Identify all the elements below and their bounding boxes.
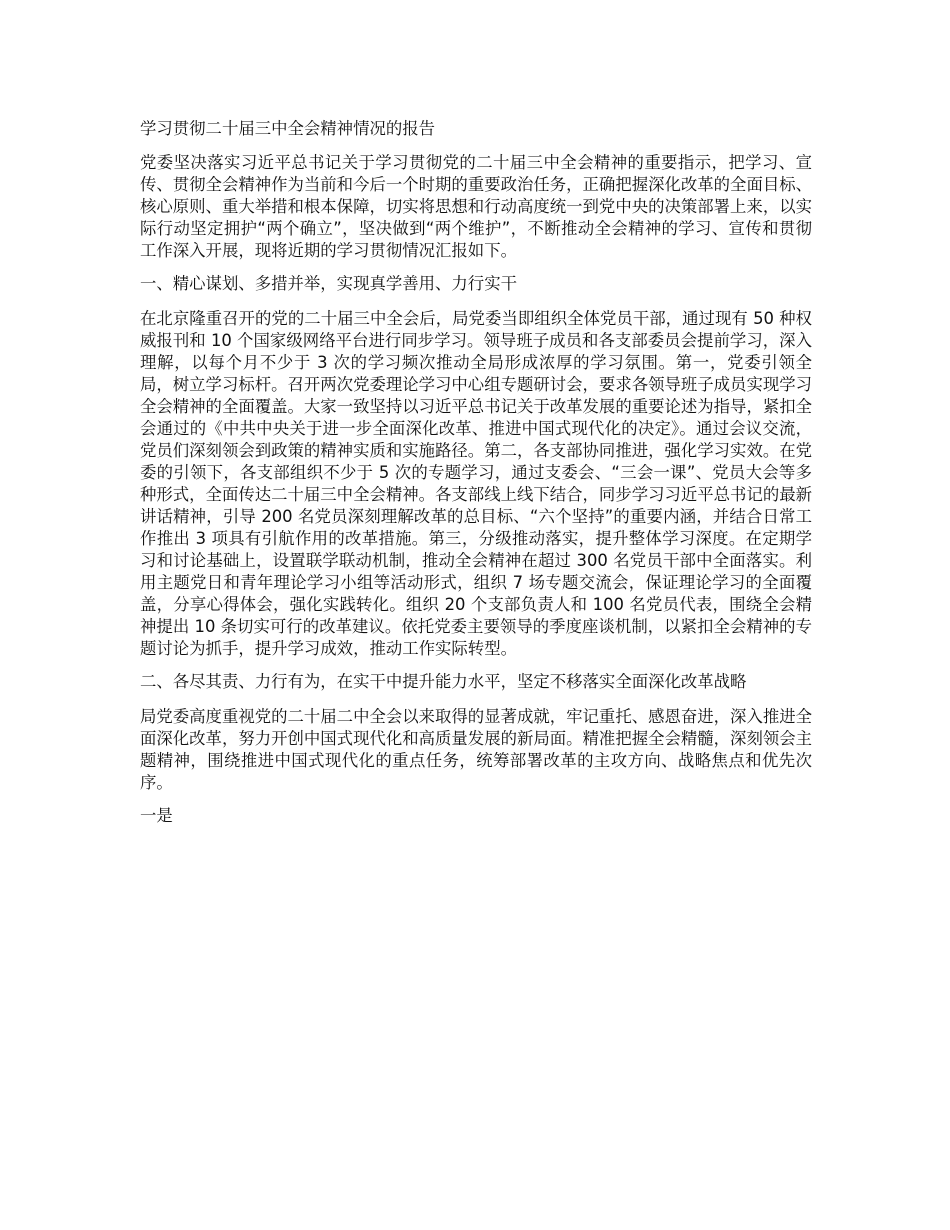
- section-2-paragraph: 局党委高度重视党的二十届二中全会以来取得的显著成就，牢记重托、感恩奋进，深入推进全面深化改革，努力开创中国式现代化和高质量发展的新局面。精准把握全会精髓，深刻领会主题精神，围绕推进中国式现代化的重点任务，统筹部署改革的主攻方向、战略焦点和优先次序。: [140, 707, 813, 792]
- section-1-paragraph: 在北京隆重召开的党的二十届三中全会后，局党委当即组织全体党员干部，通过现有 50 种权威报刊和 10 个国家级网络平台进行同步学习。领导班子成员和各支部委员会提前学习，深入理解，以每个月不少于 3 次的学习频次推动全局形成浓厚的学习氛围。第一，党委引领全局，树立学习标杆。召开两次党委理论学习中心组专题研讨会，要求各领导班子成员实现学习全会精神的全面覆盖。大家一致坚持以习近平总书记关于改革发展的重要论述为指导，紧扣全会通过的《中共中央关于进一步全面深化改革、推进中国式现代化的决定》。通过会议交流，党员们深刻领会到政策的精神实质和实施路径。第二，各支部协同推进，强化学习实效。在党委的引领下，各支部组织不少于 5 次的专题学习，通过支委会、“三会一课”、党员大会等多种形式，全面传达二十届三中全会精神。各支部线上线下结合，同步学习习近平总书记的最新讲话精神，引导 200 名党员深刻理解改革的总目标、“六个坚持”的重要内涵，并结合日常工作推出 3 项具有引航作用的改革措施。第三，分级推动落实，提升整体学习深度。在定期学习和讨论基础上，设置联学联动机制，推动全会精神在超过 300 名党员干部中全面落实。利用主题党日和青年理论学习小组等活动形式，组织 7 场专题交流会，保证理论学习的全面覆盖，分享心得体会，强化实践转化。组织 20 个支部负责人和 100 名党员代表，围绕全会精神提出 10 条切实可行的改革建议。依托党委主要领导的季度座谈机制，以紧扣全会精神的专题讨论为抓手，提升学习成效，推动工作实际转型。: [140, 309, 813, 658]
- document-page: [140, 118, 812, 838]
- intro-paragraph: 党委坚决落实习近平总书记关于学习贯彻党的二十届三中全会精神的重要指示，把学习、宣传、贯彻全会精神作为当前和今后一个时期的重要政治任务，正确把握深化改革的全面目标、核心原则、重大举措和根本保障，切实将思想和行动高度统一到党中央的决策部署上来，以实际行动坚定拥护“两个确立”，坚决做到“两个维护”，不断推动全会精神的学习、宣传和贯彻工作深入开展，现将近期的学习贯彻情况汇报如下。: [140, 153, 813, 260]
- document-title: 学习贯彻二十届三中全会精神情况的报告: [140, 119, 436, 138]
- section-1-heading: 一、精心谋划、多措并举，实现真学善用、力行实干: [140, 274, 517, 293]
- trailing-text: 一是: [140, 806, 173, 825]
- section-2-heading: 二、各尽其责、力行有为，在实干中提升能力水平，坚定不移落实全面深化改革战略: [140, 672, 747, 691]
